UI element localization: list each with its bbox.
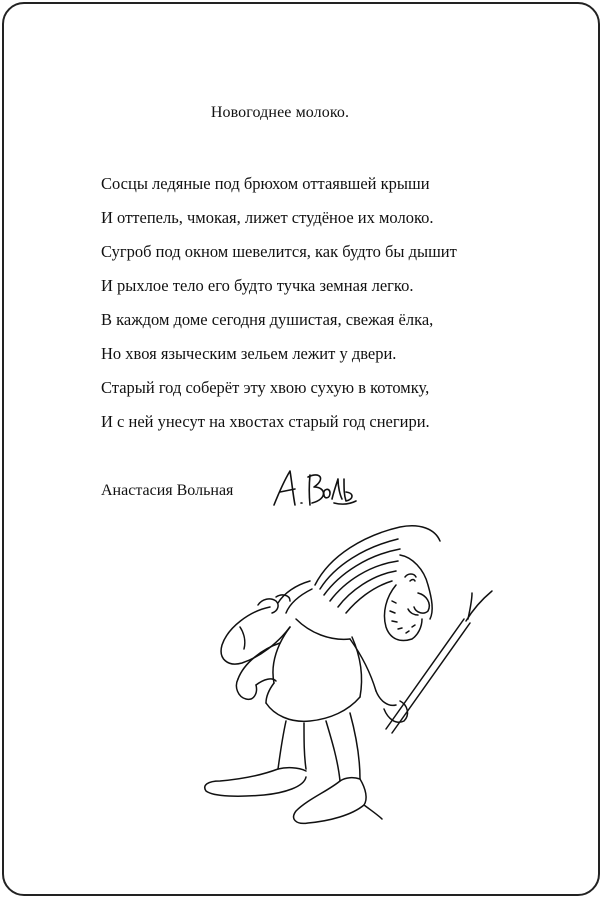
- poem-text: [101, 172, 457, 444]
- poem-line: В каждом доме сегодня душистая, свежая ёлка,: [101, 310, 434, 329]
- poem-line: Сугроб под окном шевелится, как будто бы дышит: [101, 242, 457, 261]
- poem-title: Новогоднее молоко.: [210, 104, 350, 121]
- author-name: Анастасия Вольная: [101, 482, 234, 499]
- gnome-drawing: [200, 515, 530, 845]
- handwritten-signature: [268, 465, 358, 511]
- poem-line: И с ней унесут на хвостах старый год снегири.: [101, 412, 430, 431]
- poem-line: Но хвоя языческим зельем лежит у двери.: [101, 344, 397, 363]
- poem-line: И рыхлое тело его будто тучка земная легко.: [101, 276, 414, 295]
- poem-line: Старый год соберёт эту хвою сухую в котомку,: [101, 378, 430, 397]
- poem-line: Сосцы ледяные под брюхом оттаявшей крыши: [101, 174, 430, 193]
- poem-line: И оттепель, чмокая, лижет студёное их молоко.: [101, 208, 434, 227]
